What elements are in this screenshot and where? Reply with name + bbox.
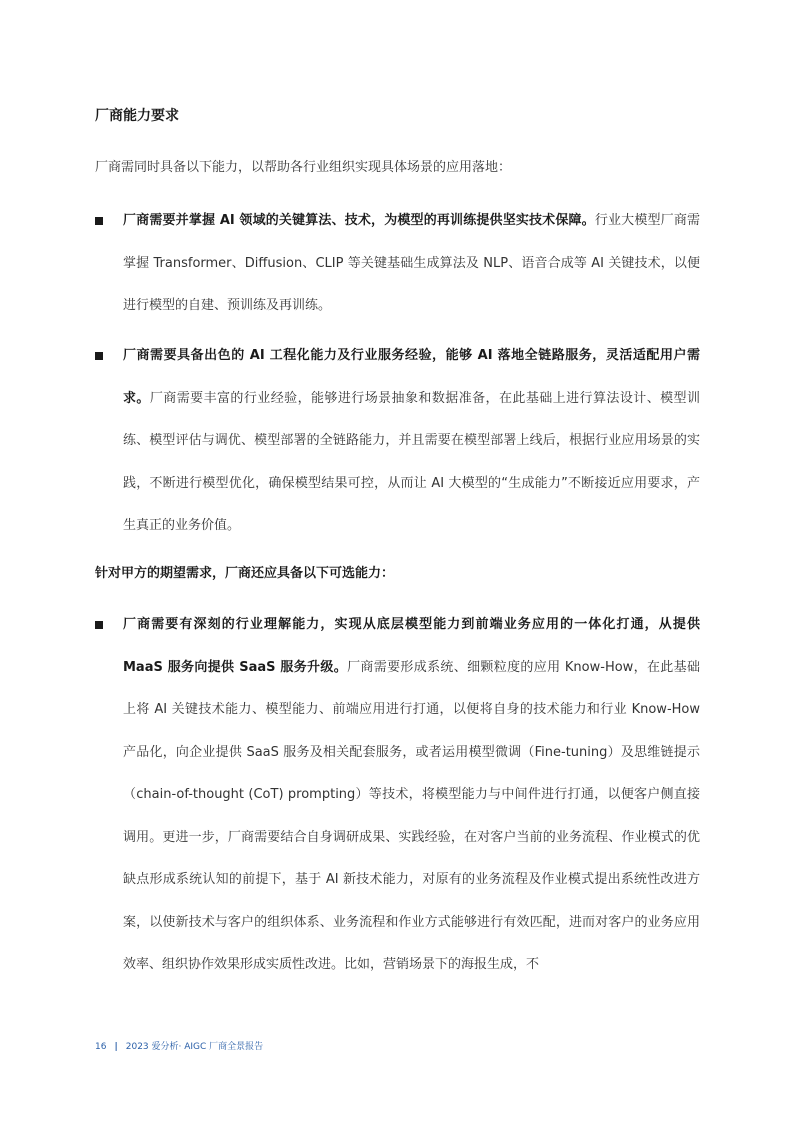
bullet-body [123,200,700,328]
bullet-item-engineering [95,346,700,548]
bullet-text: 厂商需要丰富的行业经验，能够进行场景抽象和数据准备，在此基础上进行算法设计、模型训练、模型评估与调优、模型部署的全链路能力，并且需要在模型部署上线后，根据行业应用场景的实践，不断进行模型优化，确保模型结果可控，从而让 AI 大模型的“生成能力”不断接近应用要求，产生真正的业务价值。 [123,390,700,533]
section-heading: 厂商能力要求 [95,108,179,124]
bullet-lead: 厂商需要有深刻的行业理解能力，实现从底层模型能力到前端业务应用的一体化打通，从提供 MaaS 服务向提供 SaaS 服务升级。 [123,617,700,675]
bullet-item-industry-understanding [95,615,700,987]
bullet-lead: 厂商需要并掌握 AI 领域的关键算法、技术，为模型的再训练提供坚实技术保障。 [123,213,595,228]
report-title: 2023 爱分析· AIGC 厂商全景报告 [125,1042,264,1052]
bullet-body [123,335,700,548]
bullet-text: 行业大模型厂商需掌握 Transformer、Diffusion、CLIP 等关键基础生成算法及 NLP、语音合成等 AI 关键技术，以便进行模型的自建、预训练及再训练。 [123,213,700,313]
square-bullet-icon [95,621,103,629]
intro-paragraph: 厂商需同时具备以下能力，以帮助各行业组织实现具体场景的应用落地： [95,160,512,175]
page-number: 16 [95,1042,107,1052]
bullet-item-algorithms [95,211,700,328]
footer-separator: | [114,1042,118,1052]
bullet-lead: 厂商需要具备出色的 AI 工程化能力及行业服务经验，能够 AI 落地全链路服务，灵活适配用户需求。 [123,348,700,406]
page-footer [95,1040,263,1054]
bullet-body [123,604,700,987]
square-bullet-icon [95,217,103,225]
optional-abilities-heading: 针对甲方的期望需求，厂商还应具备以下可选能力： [95,566,395,581]
bullet-text: 厂商需要形成系统、细颗粒度的应用 Know-How，在此基础上将 AI 关键技术能力、模型能力、前端应用进行打通，以便将自身的技术能力和行业 Know-How 产品化，向企业提供 SaaS 服务及相关配套服务，或者运用模型微调（Fine-tuning）及思维链提示（chain-of-thought (CoT) prompting）等技术，将模型能力与中间件进行打通，以便客户侧直接调用。更进一步，厂商需要结合自身调研成果、实践经验，在对客户当前的业务流程、作业模式的优缺点形成系统认知的前提下，基于 AI 新技术能力，对原有的业务流程及作业模式提出系统性改进方案，以使新技术与客户的组织体系、业务流程和作业方式能够进行有效匹配，进而对客户的业务应用效率、组织协作效果形成实质性改进。比如，营销场景下的海报生成，不 [123,659,700,972]
square-bullet-icon [95,352,103,360]
